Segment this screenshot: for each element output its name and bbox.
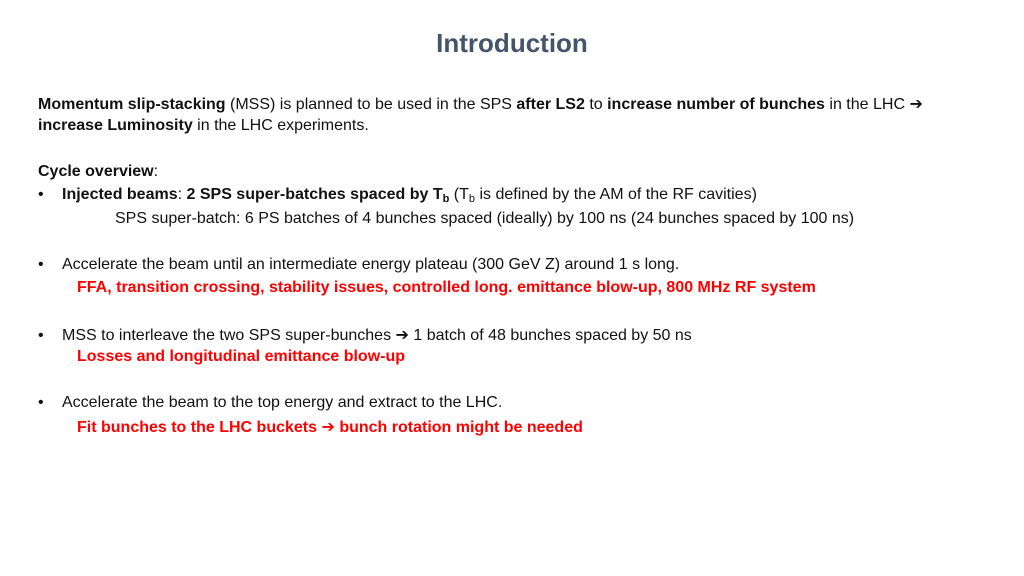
intro-bold-mss: Momentum slip-stacking	[38, 96, 226, 113]
bullet-4	[38, 394, 502, 412]
cycle-heading: Cycle overview	[38, 163, 154, 180]
subscript-b: b	[442, 193, 450, 205]
cycle-heading-colon: :	[153, 163, 159, 180]
intro-bold-ls2: after LS2	[516, 96, 585, 113]
intro-text-1: (MSS) is planned to be used in the SPS	[225, 96, 517, 113]
bullet-1	[38, 186, 757, 204]
cycle-heading-line	[38, 163, 158, 181]
bullet-1-sub: SPS super-batch: 6 PS batches of 4 bunches spaced (ideally) by 100 ns (24 bunches spaced by 100 ns)	[115, 210, 855, 227]
arrow-right-icon: ➔	[909, 96, 923, 113]
bullet-icon: •	[38, 186, 44, 203]
slide-title: Introduction	[436, 28, 588, 58]
intro-bold-bunches: increase number of bunches	[607, 96, 825, 113]
bullet-1-text-3: is defined by the AM of the RF cavities)	[475, 186, 757, 203]
intro-bold-luminosity: increase Luminosity	[38, 117, 193, 134]
bullet-2-note: FFA, transition crossing, stability issues, controlled long. emittance blow-up, 800 MHz RF system	[77, 279, 816, 296]
bullet-icon: •	[38, 256, 44, 273]
bullet-4-note	[77, 417, 583, 437]
bullet-4-note-1: Fit bunches to the LHC buckets	[77, 419, 322, 436]
bullet-3-text-2: 1 batch of 48 bunches spaced by 50 ns	[408, 327, 692, 344]
intro-text-4: in the LHC experiments.	[192, 117, 369, 134]
bullet-icon: •	[38, 327, 44, 344]
bullet-2	[38, 256, 679, 274]
bullet-2-text: Accelerate the beam until an intermediate energy plateau (300 GeV Z) around 1 s long.	[62, 256, 680, 273]
subscript-b: b	[468, 193, 475, 205]
bullet-4-note-2: bunch rotation might be needed	[334, 419, 583, 436]
intro-text-2: to	[584, 96, 608, 113]
bullet-icon: •	[38, 394, 44, 411]
bullet-1-bold-2: 2 SPS super-batches spaced by T	[186, 186, 443, 203]
bullet-3-text-1: MSS to interleave the two SPS super-bunches	[62, 327, 396, 344]
bullet-4-text: Accelerate the beam to the top energy and extract to the LHC.	[62, 394, 503, 411]
arrow-right-icon: ➔	[321, 419, 335, 436]
intro-text-3: in the LHC	[824, 96, 910, 113]
intro-line-1	[38, 94, 923, 114]
bullet-3	[38, 325, 692, 345]
bullet-1-text-2: (T	[449, 186, 469, 203]
intro-line-2	[38, 117, 369, 135]
bullet-1-bold-1: Injected beams	[62, 186, 178, 203]
arrow-right-icon: ➔	[395, 327, 409, 344]
bullet-1-text-1: :	[177, 186, 187, 203]
bullet-3-note: Losses and longitudinal emittance blow-up	[77, 348, 406, 365]
